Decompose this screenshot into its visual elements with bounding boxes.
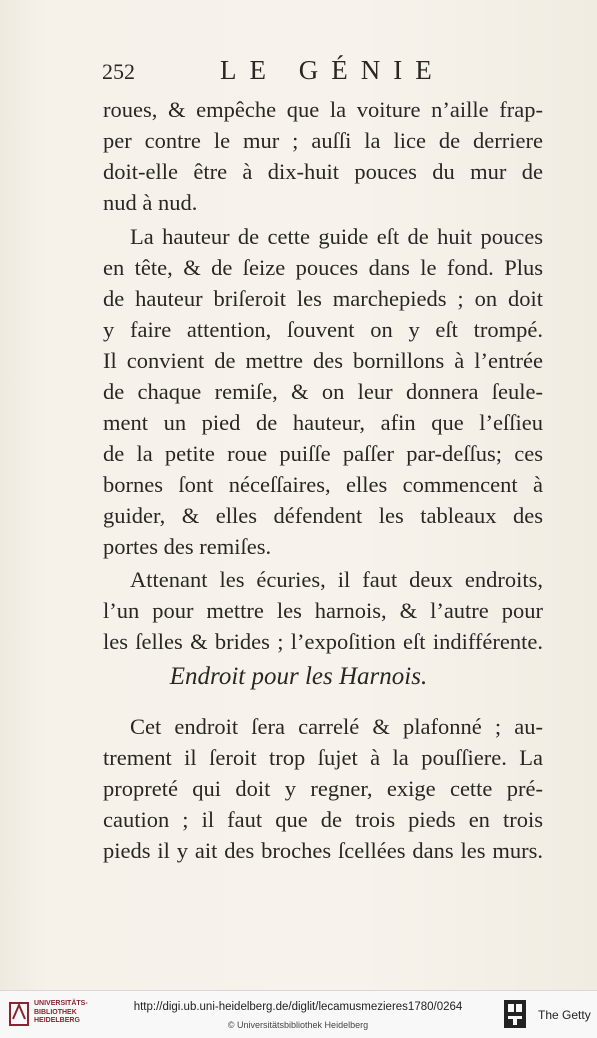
- text-line: ment un pied de hauteur, afin que l’eſſieu: [103, 410, 543, 435]
- text-line: caution ; il faut que de trois pieds en trois: [103, 807, 543, 832]
- library-name-line: HEIDELBERG: [34, 1017, 80, 1024]
- partner-name: The Getty: [538, 1008, 591, 1022]
- text-line: Il convient de mettre des bornillons à l’entrée: [103, 348, 543, 373]
- library-name-line: BIBLIOTHEK: [34, 1008, 77, 1016]
- page-number: 252: [102, 59, 135, 84]
- section-title: Endroit pour les Harnois.: [169, 663, 428, 690]
- text-line: roues, & empêche que la voiture n’aille frap-: [103, 97, 543, 122]
- text-line: de la petite roue puiſſe paſſer par-deſſus; ces: [103, 441, 543, 466]
- text-line: les ſelles & brides ; l’expoſition eſt indifférente.: [103, 629, 543, 654]
- text-line: portes des remiſes.: [103, 534, 272, 559]
- text-line: guider, & elles défendent les tableaux des: [103, 503, 543, 528]
- library-name-line: UNIVERSITÄTS-: [34, 1000, 88, 1007]
- text-line: trement il ſeroit trop ſujet à la pouſſiere. La: [103, 745, 543, 770]
- text-line: pieds il y ait des broches ſcellées dans les murs.: [103, 838, 543, 863]
- text-line: nud à nud.: [103, 190, 198, 215]
- text-line: Attenant les écuries, il faut deux endroits,: [130, 567, 543, 592]
- text-line: propreté qui doit y regner, exige cette pré-: [103, 776, 543, 801]
- page-header: [102, 55, 542, 89]
- text-line: de chaque remiſe, & on leur donnera ſeule-: [103, 379, 543, 404]
- library-logo-icon: [8, 999, 30, 1027]
- text-line: doit-elle être à dix-huit pouces du mur de: [103, 159, 543, 184]
- library-name: [34, 1000, 88, 1026]
- copyright-notice: © Universitätsbibliothek Heidelberg: [227, 1020, 369, 1030]
- text-line: bornes ſont néceſſaires, elles commencent à: [103, 472, 543, 497]
- text-line: La hauteur de cette guide eſt de huit pouces: [130, 224, 543, 249]
- running-title: LE GÉNIE: [220, 55, 445, 85]
- getty-logo-icon: [503, 999, 527, 1029]
- text-line: per contre le mur ; auſſi la lice de derriere: [103, 128, 543, 153]
- text-line: l’un pour mettre les harnois, & l’autre pour: [103, 598, 543, 623]
- text-line: Cet endroit ſera carrelé & plafonné ; au-: [130, 714, 543, 739]
- permalink-url[interactable]: http://digi.ub.uni-heidelberg.de/diglit/lecamusmezieres1780/0264: [133, 1001, 463, 1013]
- text-line: de hauteur briſeroit les marchepieds ; on doit: [103, 286, 543, 311]
- text-line: en tête, & de ſeize pouces dans le fond. Plus: [103, 255, 543, 280]
- viewer-footer: [0, 990, 597, 1038]
- text-line: y faire attention, ſouvent on y eſt trompé.: [103, 317, 543, 342]
